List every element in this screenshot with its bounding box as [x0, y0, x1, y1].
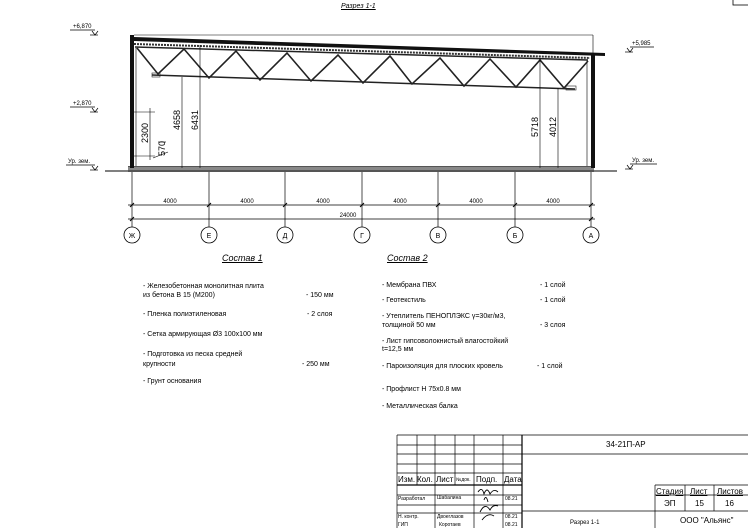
axis-label: Д: [282, 233, 288, 240]
project-code: 34-21П-АР: [606, 440, 646, 449]
level-ground-right: Ур. зем.: [632, 158, 655, 164]
axis-label: А: [588, 233, 594, 240]
dim-span: 4000: [240, 199, 254, 205]
list-item-value: - 1 слой: [540, 297, 566, 304]
list-item: крупности: [143, 361, 176, 368]
list-item-value: - 1 слой: [537, 363, 563, 370]
header-podp: Подп.: [476, 475, 498, 484]
list-item: - Пленка полиэтиленовая: [143, 311, 227, 318]
role: Разработал: [398, 496, 426, 502]
sheets-label: Листов: [717, 487, 743, 496]
dim-4658: 4658: [172, 109, 182, 130]
sheet-label: Лист: [690, 487, 708, 496]
date: 08.21: [505, 496, 518, 502]
company-name: ООО "Альянс": [680, 516, 734, 525]
dim-span: 4000: [393, 199, 407, 205]
drawing-title: Разрез 1-1: [341, 3, 376, 10]
dim-total: 24000: [339, 213, 357, 219]
dim-span: 4000: [469, 199, 483, 205]
dim-span: 4000: [316, 199, 330, 205]
sheet-title: Разрез 1-1: [570, 520, 600, 526]
composition-2-title: Состав 2: [387, 253, 428, 263]
truss: [135, 47, 588, 90]
header-ndok: №док.: [456, 477, 471, 483]
list-item: - Подготовка из песка средней: [143, 351, 243, 358]
axis-label: В: [435, 233, 441, 240]
list-item: - Профлист Н 75х0.8 мм: [382, 386, 461, 393]
left-column: [130, 35, 134, 168]
name: Шабалина: [437, 495, 462, 501]
list-item-value: - 150 мм: [306, 292, 334, 299]
role: ГИП: [398, 522, 408, 528]
level-markers: [66, 0, 657, 170]
dim-span: 4000: [546, 199, 560, 205]
dim-5718: 5718: [530, 116, 540, 137]
list-item: - Металлическая балка: [382, 403, 458, 410]
list-item: - Сетка армирующая Ø3 100х100 мм: [143, 331, 263, 338]
header-izm: Изм.: [398, 475, 416, 484]
header-kol: Кол.: [417, 475, 433, 484]
list-item-value: - 1 слой: [540, 282, 566, 289]
header-list: Лист: [436, 475, 454, 484]
header-data: Дата: [504, 475, 522, 484]
dim-2300: 2300: [140, 122, 150, 143]
role: Н. контр.: [398, 514, 419, 520]
list-item: t=12,5 мм: [382, 346, 414, 353]
level-ground-left: Ур. зем.: [68, 159, 91, 165]
list-item: - Пароизоляция для плоских кровель: [382, 363, 503, 370]
sheets-value: 16: [725, 499, 734, 508]
dim-span: 4000: [163, 199, 177, 205]
list-item: - Грунт основания: [143, 378, 202, 385]
list-item: толщиной 50 мм: [382, 322, 436, 329]
list-item: - Мембрана ПВХ: [382, 282, 437, 289]
right-column: [591, 55, 595, 168]
stage-label: Стадия: [656, 487, 684, 496]
date: 08.21: [505, 522, 518, 528]
sheet-value: 15: [695, 499, 704, 508]
roof: [134, 35, 605, 58]
list-item: - Лист гипсоволокнистый влагостойкий: [382, 338, 509, 345]
date: 08.21: [505, 514, 518, 520]
list-item: - Железобетонная монолитная плита: [143, 283, 264, 290]
composition-1-title: Состав 1: [222, 253, 263, 263]
dim-4012: 4012: [548, 116, 558, 137]
level-top-right: +5,985: [632, 41, 651, 47]
list-item: из бетона В 15 (М200): [143, 292, 215, 299]
grid-axes: [128, 172, 595, 227]
list-item-value: - 2 слоя: [307, 311, 333, 318]
name: Двоеглазов: [437, 514, 464, 520]
list-item: - Геотекстиль: [382, 297, 426, 304]
dim-6431: 6431: [190, 109, 200, 130]
axis-label: Е: [206, 233, 212, 240]
level-top-left: +6,870: [73, 24, 92, 30]
list-item-value: - 250 мм: [302, 361, 330, 368]
axis-label: Г: [360, 233, 364, 240]
stage-value: ЭП: [664, 499, 676, 508]
name: Коротаев: [439, 522, 461, 528]
axis-label: Б: [512, 233, 518, 240]
axis-label: Ж: [128, 233, 136, 240]
list-item: - Утеплитель ПЕНОПЛЭКС γ=30кг/м3,: [382, 313, 506, 320]
list-item-value: - 3 слоя: [540, 322, 566, 329]
dim-570: 570: [157, 140, 167, 156]
level-mid-left: +2,870: [73, 101, 92, 107]
